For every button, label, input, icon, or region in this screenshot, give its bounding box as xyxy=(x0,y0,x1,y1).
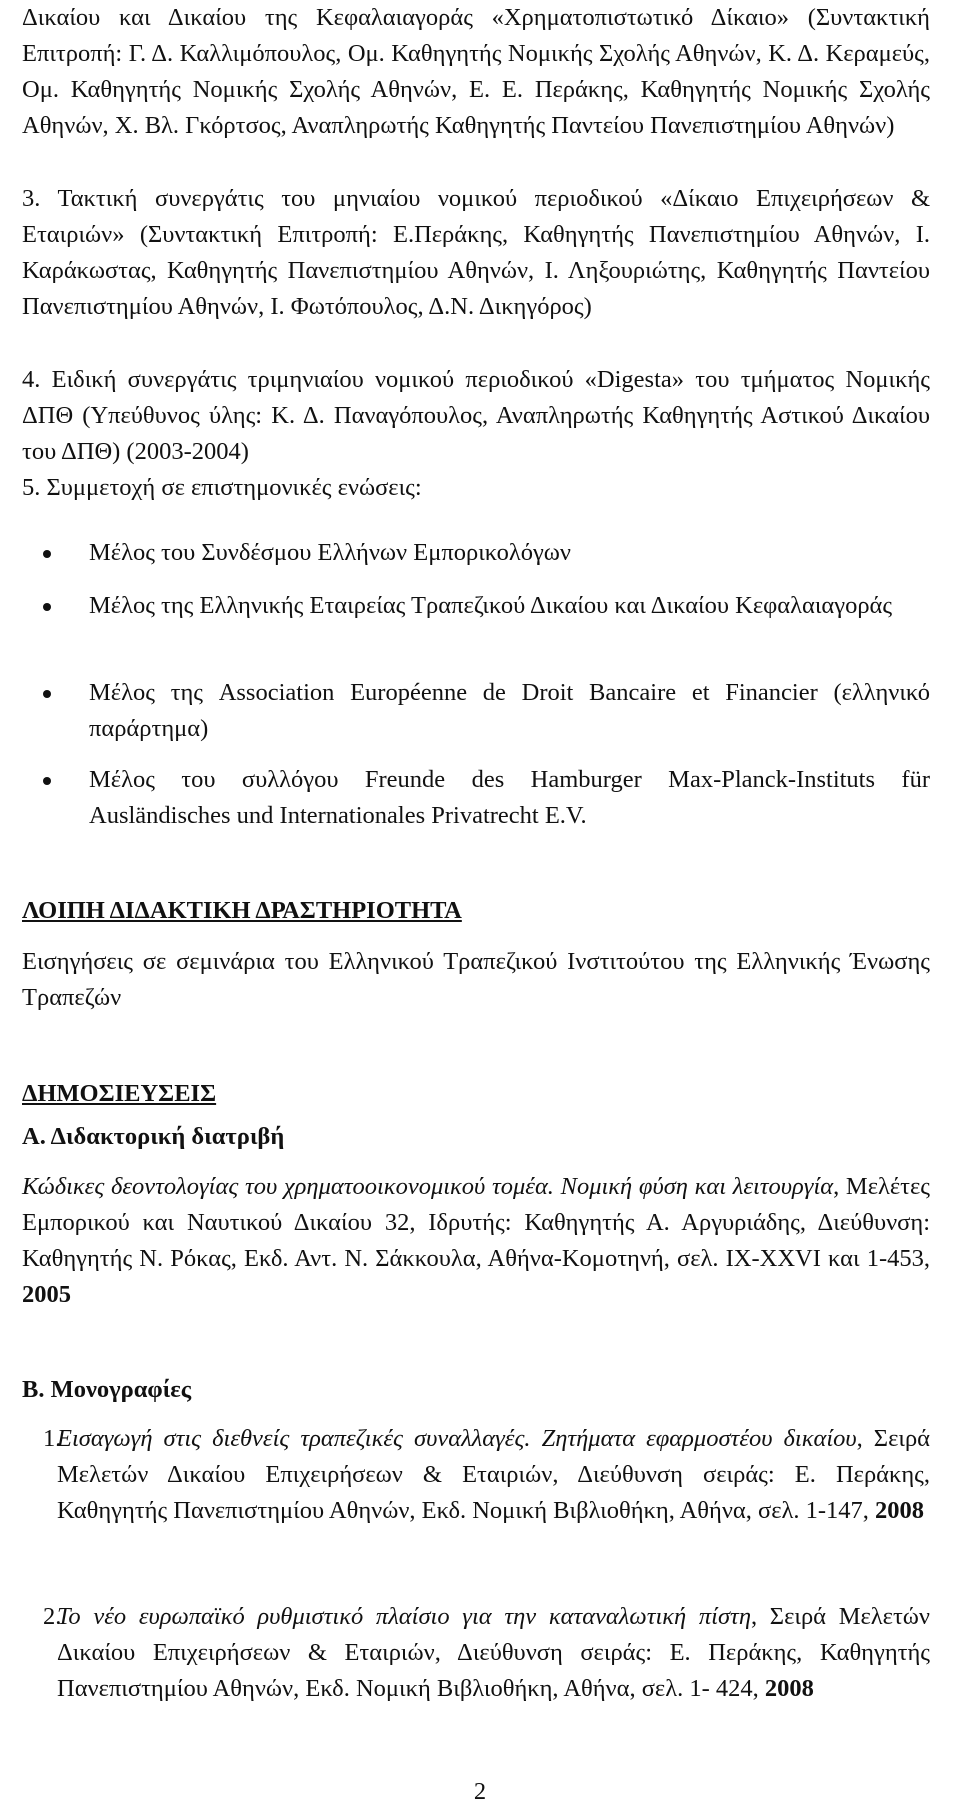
page-number: 2 xyxy=(473,1778,487,1805)
monograph-item xyxy=(22,1421,930,1529)
cv-item-5-text: Συμμετοχή σε επιστημονικές ενώσεις: xyxy=(46,474,422,501)
monograph-details: , Σειρά Μελετών Δικαίου Επιχειρήσεων & Εταιριών, Διεύθυνση σειράς: Ε. Περάκης, Καθηγητής Πανεπιστημίου Αθηνών, Εκδ. Νομική Βιβλιοθήκη, Αθήνα, σελ. 1-147, xyxy=(57,1425,931,1524)
monograph-number: 1. xyxy=(43,1425,62,1452)
bullet-icon xyxy=(43,603,51,611)
cv-item-3 xyxy=(22,181,930,325)
cv-item-2-continuation xyxy=(22,0,930,144)
membership-list xyxy=(22,588,930,624)
dissertation-details: , Μελέτες Εμπορικού και Ναυτικού Δικαίου 32, Ιδρυτής: Καθηγητής Α. Αργυριάδης, Διεύθυνση: Καθηγητής Ν. Ρόκας, Εκδ. Αντ. Ν. Σάκκουλα, Αθήνα-Κομοτηνή, σελ. IX-XXVI και 1-453, xyxy=(22,1173,931,1272)
monograph-number: 2. xyxy=(43,1603,62,1630)
membership-text: Μέλος της Ελληνικής Εταιρείας Τραπεζικού Δικαίου και Δικαίου Κεφαλαιαγοράς xyxy=(89,592,893,619)
monograph-item xyxy=(22,1599,930,1707)
bullet-icon xyxy=(43,690,51,698)
cv-item-4 xyxy=(22,362,930,470)
bullet-icon xyxy=(43,550,51,558)
publications-heading: ΔΗΜΟΣΙΕΥΣΕΙΣ xyxy=(22,1080,217,1107)
list-item xyxy=(22,675,930,747)
monograph-title: Το νέο ευρωπαϊκό ρυθμιστικό πλαίσιο για την καταναλωτική πίστη xyxy=(57,1603,751,1630)
cv-item-5 xyxy=(22,470,930,506)
membership-list xyxy=(22,535,930,571)
membership-list xyxy=(22,675,930,747)
membership-text: Μέλος του Συνδέσμου Ελλήνων Εμπορικολόγων xyxy=(89,539,572,566)
cv-item-5-number: 5. xyxy=(22,474,41,501)
list-item xyxy=(22,762,930,834)
membership-list xyxy=(22,762,930,834)
monograph-details: , Σειρά Μελετών Δικαίου Επιχειρήσεων & Εταιριών, Διεύθυνση σειράς: Ε. Περάκης, Καθηγητής Πανεπιστημίου Αθηνών, Εκδ. Νομική Βιβλιοθήκη, Αθήνα, σελ. 1- 424, xyxy=(57,1603,930,1702)
section-b-title: Β. Μονογραφίες xyxy=(22,1376,192,1403)
section-a-title: Α. Διδακτορική διατριβή xyxy=(22,1123,285,1150)
cv-item-2-text: Δικαίου και Δικαίου της Κεφαλαιαγοράς «Χρηματοπιστωτικό Δίκαιο» (Συντακτική Επιτροπή: Γ. Δ. Καλλιμόπουλος, Ομ. Καθηγητής Νομικής Σχολής Αθηνών, Κ. Δ. Κεραμεύς, Ομ. Καθηγητής Νομικής Σχολής Αθηνών, Ε. Ε. Περάκης, Καθηγητής Νομικής Σχολής Αθηνών, Χ. Βλ. Γκόρτσος, Αναπληρωτής Καθηγητής Παντείου Πανεπιστημίου Αθηνών) xyxy=(22,4,930,139)
cv-item-4-text: Ειδική συνεργάτις τριμηνιαίου νομικού περιοδικού «Digesta» του τμήματος Νομικής ΔΠΘ (Υπεύθυνος ύλης: Κ. Δ. Παναγόπουλος, Αναπληρωτής Καθηγητής Αστικού Δικαίου του ΔΠΘ) (2003-2004) xyxy=(22,366,931,465)
membership-text: Μέλος του συλλόγου Freunde des Hamburger Max-Planck-Instituts für Ausländisches und Internationales Privatrecht E.V. xyxy=(89,766,930,829)
teaching-heading: ΛΟΙΠΗ ΔΙΔΑΚΤΙΚΗ ΔΡΑΣΤΗΡΙΟΤΗΤΑ xyxy=(22,897,462,924)
cv-item-3-number: 3. xyxy=(22,185,41,212)
monograph-title: Εισαγωγή στις διεθνείς τραπεζικές συναλλαγές. Ζητήματα εφαρμοστέου δικαίου xyxy=(57,1425,857,1452)
cv-item-3-text: Τακτική συνεργάτις του μηνιαίου νομικού περιοδικού «Δίκαιο Επιχειρήσεων & Εταιριών» (Συντακτική Επιτροπή: Ε.Περάκης, Καθηγητής Πανεπιστημίου Αθηνών, Ι. Καράκωστας, Καθηγητής Πανεπιστημίου Αθηνών, Ι. Ληξουριώτης, Καθηγητής Παντείου Πανεπιστημίου Αθηνών, Ι. Φωτόπουλος, Δ.Ν. Δικηγόρος) xyxy=(22,185,931,320)
monograph-year: 2008 xyxy=(764,1675,814,1702)
list-item xyxy=(22,588,930,624)
membership-text: Μέλος της Association Européenne de Droit Bancaire et Financier (ελληνικό παράρτημα) xyxy=(89,679,930,742)
dissertation-year: 2005 xyxy=(22,1281,71,1308)
list-item xyxy=(22,535,930,571)
bullet-icon xyxy=(43,777,51,785)
cv-item-4-number: 4. xyxy=(22,366,41,393)
dissertation-title: Κώδικες δεοντολογίας του χρηματοοικονομικού τομέα. Νομική φύση και λειτουργία xyxy=(22,1173,834,1200)
monograph-year: 2008 xyxy=(875,1497,925,1524)
teaching-text: Εισηγήσεις σε σεμινάρια του Ελληνικού Τραπεζικού Ινστιτούτου της Ελληνικής Ένωσης Τραπεζών xyxy=(22,948,930,1011)
dissertation-entry xyxy=(22,1169,930,1313)
